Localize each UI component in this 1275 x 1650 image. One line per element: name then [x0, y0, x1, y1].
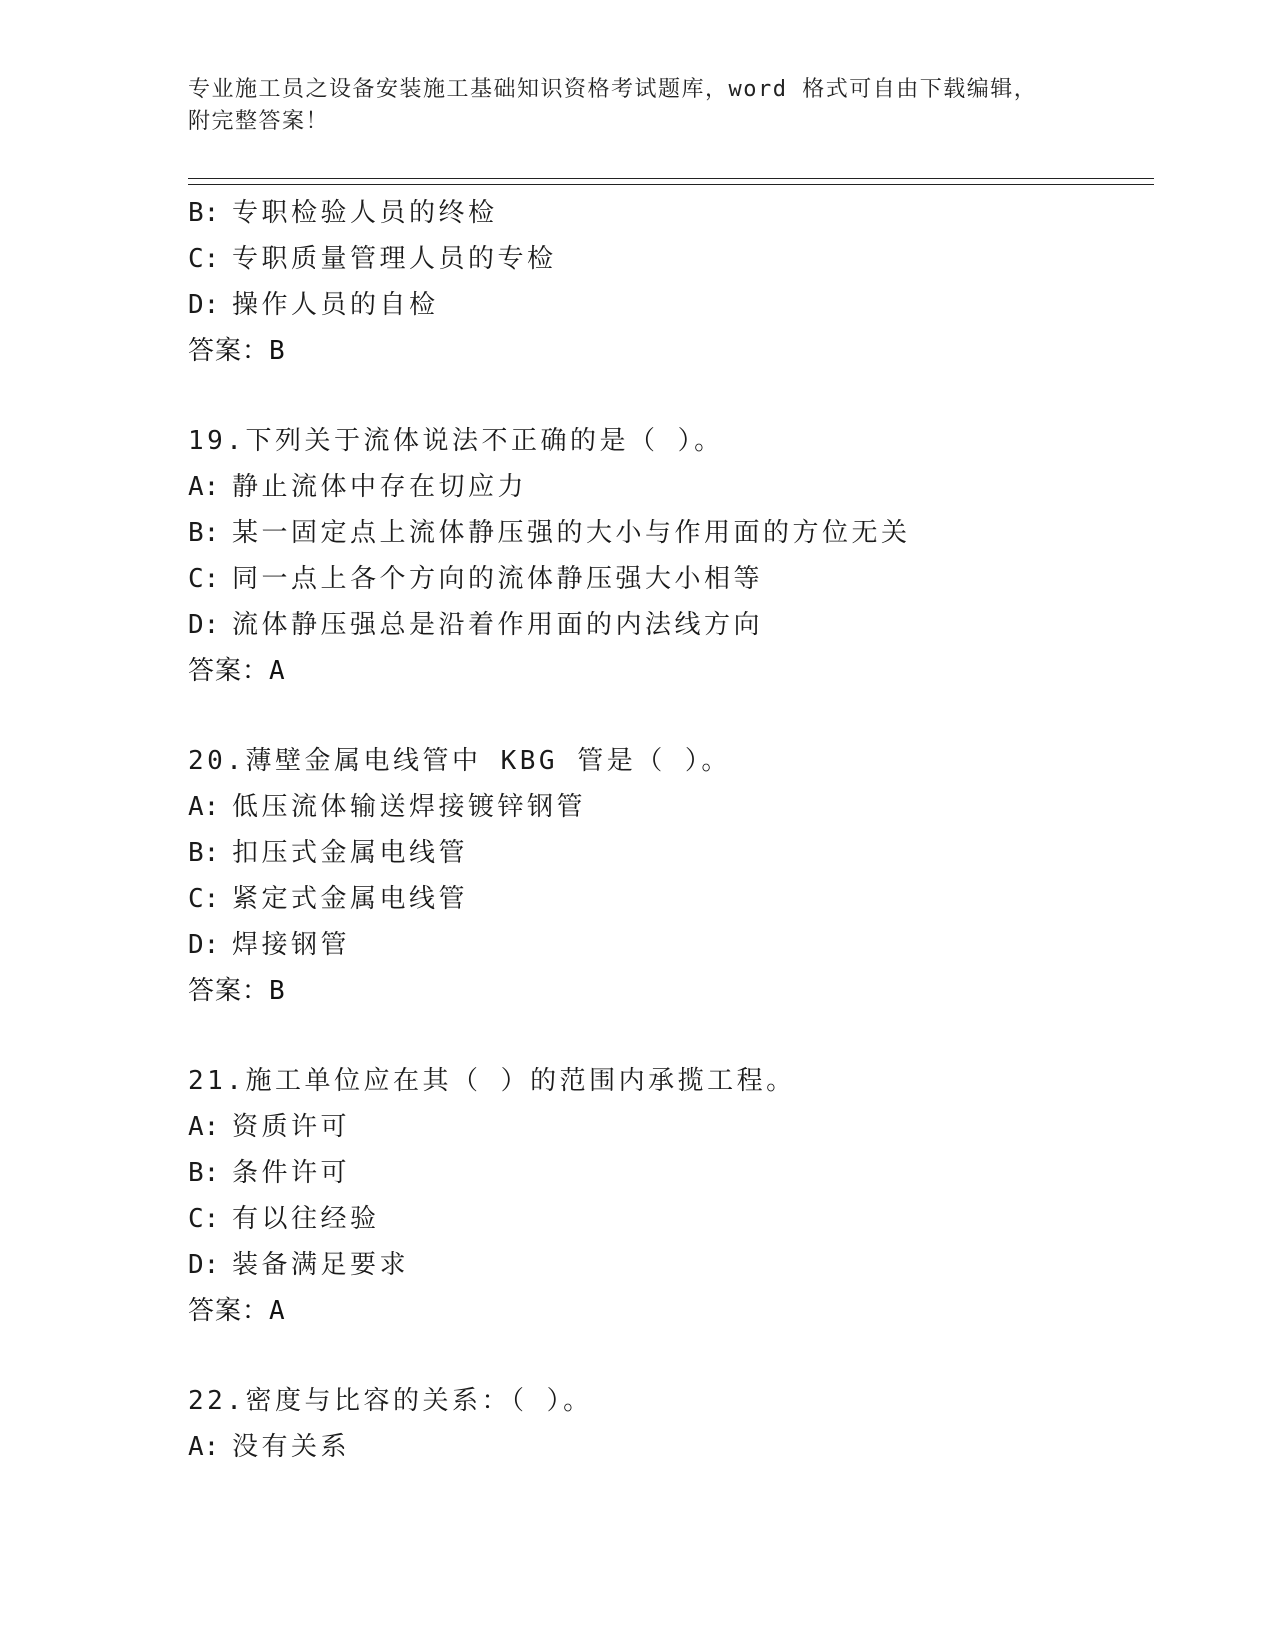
answer-label: 答案：	[188, 336, 270, 366]
option-c	[188, 236, 1148, 282]
answer-label: 答案：	[188, 656, 270, 686]
option-c	[188, 876, 1148, 922]
option-c	[188, 556, 1148, 602]
option-key: A:	[188, 472, 220, 502]
option-key: B:	[188, 1158, 220, 1188]
option-a	[188, 784, 1148, 830]
option-text: 紧定式金属电线管	[232, 884, 469, 914]
option-text: 流体静压强总是沿着作用面的内法线方向	[232, 610, 764, 640]
option-d	[188, 282, 1148, 328]
option-key: C:	[188, 564, 220, 594]
option-text: 焊接钢管	[232, 930, 351, 960]
answer-label: 答案：	[188, 976, 270, 1006]
question-stem: 20.薄壁金属电线管中 KBG 管是（ ）。	[188, 746, 731, 776]
option-key: A:	[188, 1432, 220, 1462]
option-text: 操作人员的自检	[232, 290, 439, 320]
option-a	[188, 1104, 1148, 1150]
answer-value: B	[269, 976, 286, 1006]
question-22	[188, 1378, 1148, 1470]
option-key: B:	[188, 838, 220, 868]
option-text: 低压流体输送焊接镀锌钢管	[232, 792, 587, 822]
option-text: 装备满足要求	[232, 1250, 410, 1280]
answer-line	[188, 968, 1148, 1014]
header-divider	[188, 178, 1154, 185]
question-stem: 19.下列关于流体说法不正确的是（ ）。	[188, 426, 724, 456]
option-key: D:	[188, 930, 220, 960]
option-key: C:	[188, 1204, 220, 1234]
option-key: C:	[188, 244, 220, 274]
option-key: D:	[188, 290, 220, 320]
option-c	[188, 1196, 1148, 1242]
option-b	[188, 190, 1148, 236]
option-text: 有以往经验	[232, 1204, 380, 1234]
option-text: 没有关系	[232, 1432, 351, 1462]
question-list	[188, 190, 1148, 1514]
answer-label: 答案：	[188, 1296, 270, 1326]
document-header	[188, 74, 1088, 138]
answer-line	[188, 648, 1148, 694]
option-key: A:	[188, 1112, 220, 1142]
option-text: 静止流体中存在切应力	[232, 472, 528, 502]
option-d	[188, 1242, 1148, 1288]
answer-value: A	[269, 656, 286, 686]
option-text: 扣压式金属电线管	[232, 838, 469, 868]
option-key: B:	[188, 518, 220, 548]
option-text: 条件许可	[232, 1158, 351, 1188]
option-d	[188, 602, 1148, 648]
question-stem: 22.密度与比容的关系：（ ）。	[188, 1386, 593, 1416]
answer-line	[188, 328, 1148, 374]
answer-line	[188, 1288, 1148, 1334]
answer-value: A	[269, 1296, 286, 1326]
option-b	[188, 510, 1148, 556]
option-key: D:	[188, 1250, 220, 1280]
option-key: C:	[188, 884, 220, 914]
option-text: 资质许可	[232, 1112, 351, 1142]
option-text: 某一固定点上流体静压强的大小与作用面的方位无关	[232, 518, 911, 548]
option-text: 同一点上各个方向的流体静压强大小相等	[232, 564, 764, 594]
option-key: D:	[188, 610, 220, 640]
option-a	[188, 1424, 1148, 1470]
option-d	[188, 922, 1148, 968]
option-text: 专职检验人员的终检	[232, 198, 498, 228]
answer-value: B	[269, 336, 286, 366]
question-19	[188, 418, 1148, 694]
option-b	[188, 1150, 1148, 1196]
question-20	[188, 738, 1148, 1014]
option-key: A:	[188, 792, 220, 822]
header-line-2: 附完整答案！	[188, 109, 330, 134]
question-21	[188, 1058, 1148, 1334]
option-text: 专职质量管理人员的专检	[232, 244, 557, 274]
option-a	[188, 464, 1148, 510]
option-key: B:	[188, 198, 220, 228]
option-b	[188, 830, 1148, 876]
question-18-continuation	[188, 190, 1148, 374]
question-stem: 21.施工单位应在其（ ）的范围内承揽工程。	[188, 1066, 796, 1096]
header-line-1: 专业施工员之设备安装施工基础知识资格考试题库，word 格式可自由下载编辑，	[188, 77, 1038, 102]
